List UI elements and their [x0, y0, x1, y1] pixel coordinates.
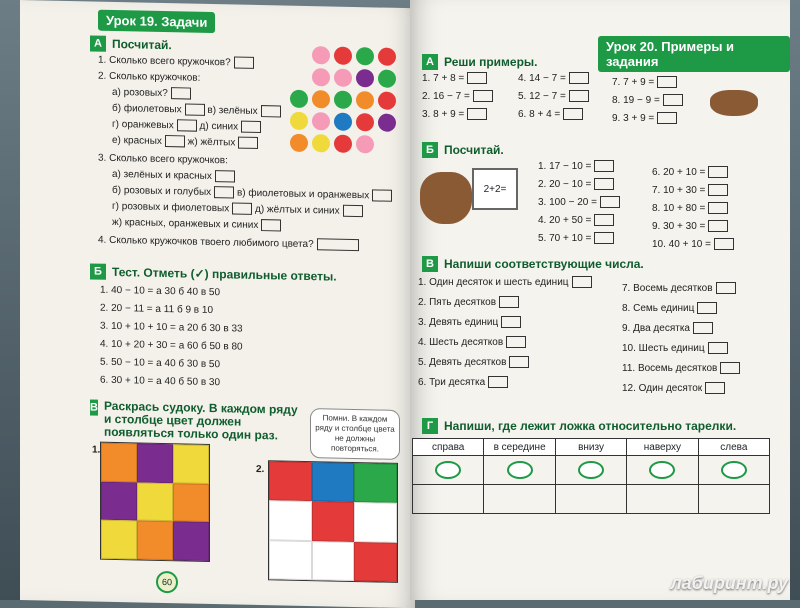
colored-circles — [20, 0, 415, 8]
test-row: 5. 50 − 10 = а 40 б 30 в 50 — [100, 356, 221, 371]
number-task: 2. Пять десятков — [418, 296, 519, 310]
plate-icon — [507, 461, 533, 479]
plate-icon — [649, 461, 675, 479]
answer-box[interactable] — [708, 184, 728, 196]
answer-box[interactable] — [165, 135, 185, 147]
test-option[interactable]: в 10 — [193, 304, 214, 317]
sudoku-1-grid — [100, 442, 210, 562]
circle-pink — [356, 135, 374, 153]
reminder-note: Помни. В каждом ряду и столбце цвета не должны повторяться. — [310, 408, 400, 460]
answer-box[interactable] — [214, 186, 234, 198]
test-option[interactable]: а 20 — [178, 322, 199, 334]
answer-box[interactable] — [569, 72, 589, 84]
cell-empty[interactable] — [354, 502, 397, 542]
test-option[interactable]: б 9 — [176, 304, 192, 316]
plate-icon — [435, 461, 461, 479]
left-section-a-title: А Посчитай. — [90, 35, 172, 53]
answer-box[interactable] — [563, 108, 583, 120]
test-option[interactable]: б 40 — [178, 286, 199, 298]
answer-box[interactable] — [600, 196, 620, 208]
number-task: 9. Два десятка — [622, 322, 713, 336]
left-section-b-title: Б Тест. Отметь (✓) правильные ответы. — [90, 263, 337, 284]
test-option[interactable]: в 50 — [200, 358, 221, 371]
circle-red — [356, 113, 374, 131]
answer-box[interactable] — [488, 376, 508, 388]
circle-yellow — [290, 112, 308, 130]
example: 1. 7 + 8 = — [422, 72, 487, 86]
number-task: 10. Шесть единиц — [622, 342, 728, 356]
test-option[interactable]: а 60 — [178, 340, 199, 352]
test-option[interactable]: а 40 — [156, 375, 176, 388]
answer-box[interactable] — [509, 356, 529, 368]
example: 5. 12 − 7 = — [518, 90, 589, 104]
example: 8. 10 + 80 = — [652, 202, 728, 216]
cell-green[interactable] — [354, 463, 397, 503]
answer-box[interactable] — [720, 362, 740, 374]
answer-box[interactable] — [467, 72, 487, 84]
sudoku-1-label: 1. — [92, 444, 101, 456]
cell-orange[interactable] — [101, 443, 137, 482]
circle-pink — [334, 69, 352, 87]
circle-pink — [312, 68, 330, 86]
answer-box[interactable] — [234, 57, 254, 69]
test-option[interactable]: в 33 — [223, 323, 243, 335]
answer-box[interactable] — [261, 105, 281, 117]
circle-purple — [378, 113, 396, 131]
answer-box[interactable] — [499, 296, 519, 308]
test-option[interactable]: б 50 — [178, 376, 199, 388]
q2-item: а) розовых? — [112, 86, 191, 102]
page-number: 60 — [156, 571, 178, 593]
test-option[interactable]: б 50 — [200, 340, 221, 353]
question-2: 2. Сколько кружочков: — [98, 70, 201, 84]
example: 2. 20 − 10 = — [538, 178, 614, 192]
column-header: наверху — [626, 439, 697, 455]
circle-red — [334, 135, 352, 153]
cell-yellow[interactable] — [101, 520, 137, 559]
column-header: справа — [413, 439, 483, 455]
column-header: в середине — [483, 439, 554, 455]
answer-box[interactable] — [716, 282, 736, 294]
column-header: слева — [698, 439, 769, 455]
cell-purple[interactable] — [137, 443, 173, 482]
plate-icon — [578, 461, 604, 479]
answer-box[interactable] — [708, 342, 728, 354]
cell-empty[interactable] — [312, 541, 355, 581]
cell-orange[interactable] — [137, 521, 173, 560]
circle-purple — [356, 69, 374, 87]
example: 4. 20 + 50 = — [538, 214, 614, 228]
number-task: 11. Восемь десятков — [622, 362, 740, 376]
answer-box[interactable] — [232, 203, 252, 215]
answer-box[interactable] — [663, 94, 683, 106]
example: 7. 10 + 30 = — [652, 184, 728, 198]
test-row: 3. 10 + 10 + 10 = а 20 б 30 в 33 — [100, 320, 243, 335]
number-task: 4. Шесть десятков — [418, 336, 526, 350]
example: 3. 8 + 9 = — [422, 108, 487, 122]
q3-item: а) зелёных и красных — [112, 168, 235, 185]
q3-item: ж) красных, оранжевых и синих — [112, 216, 281, 234]
left-page — [20, 0, 415, 608]
answer-box[interactable] — [708, 202, 728, 214]
circle-red — [334, 47, 352, 65]
right-section-v-title: В Напиши соответствующие числа. — [422, 256, 644, 272]
example: 3. 100 − 20 = — [538, 196, 620, 210]
answer-box[interactable] — [594, 178, 614, 190]
left-page-header: Урок 19. Задачи — [98, 10, 215, 33]
number-task: 12. Один десяток — [622, 382, 725, 396]
cell-purple[interactable] — [101, 481, 137, 520]
answer-cell[interactable] — [555, 485, 626, 513]
example: 1. 17 − 10 = — [538, 160, 614, 174]
q3-item: б) розовых и голубых в) фиолетовых и оранжевых — [112, 184, 392, 204]
answer-box[interactable] — [317, 239, 359, 252]
example: 9. 30 + 30 = — [652, 220, 728, 234]
test-option[interactable]: в 30 — [200, 376, 221, 389]
test-row: 2. 20 − 11 = а 11 б 9 в 10 — [100, 302, 214, 317]
test-row: 1. 40 − 10 = а 30 б 40 в 50 — [100, 284, 221, 299]
circle-pink — [312, 112, 330, 130]
right-page-header: Урок 20. Примеры и задания — [598, 36, 790, 72]
circle-orange — [312, 90, 330, 108]
answer-box[interactable] — [594, 214, 614, 226]
number-task: 5. Девять десятков — [418, 356, 529, 370]
circle-blue — [334, 113, 352, 131]
circle-red — [378, 91, 396, 109]
right-section-b-title: Б Посчитай. — [422, 142, 504, 158]
answer-box[interactable] — [708, 166, 728, 178]
left-section-v-title: В Раскрась судоку. В каждом ряду и столбце цвет должен появляться только один раз. — [90, 398, 298, 443]
circle-green — [378, 69, 396, 87]
cell-red[interactable] — [354, 542, 397, 582]
answer-box[interactable] — [473, 90, 493, 102]
answer-box[interactable] — [343, 205, 363, 217]
q2-item: е) красных ж) жёлтых — [112, 134, 258, 151]
answer-box[interactable] — [714, 238, 734, 250]
answer-box[interactable] — [171, 88, 191, 100]
sudoku-2-label: 2. — [256, 463, 265, 476]
circle-green — [356, 47, 374, 65]
answer-box[interactable] — [467, 108, 487, 120]
test-row: 6. 30 + 10 = а 40 б 50 в 30 — [100, 374, 221, 389]
right-section-a-title: А Реши примеры. — [422, 54, 538, 70]
answer-box[interactable] — [261, 219, 281, 231]
example: 4. 14 − 7 = — [518, 72, 589, 86]
number-task: 7. Восемь десятков — [622, 282, 736, 296]
cell-blue[interactable] — [312, 462, 355, 502]
cell-empty[interactable] — [269, 501, 312, 541]
example: 10. 40 + 10 = — [652, 238, 734, 252]
test-option[interactable]: в 50 — [200, 286, 221, 299]
plate-row — [413, 455, 769, 484]
example: 6. 20 + 10 = — [652, 166, 728, 180]
answer-box[interactable] — [372, 190, 392, 202]
question-4: 4. Сколько кружочков твоего любимого цвета? — [98, 234, 359, 253]
answer-box[interactable] — [572, 276, 592, 288]
example: 7. 7 + 9 = — [612, 76, 677, 90]
answer-box[interactable] — [501, 316, 521, 328]
test-option[interactable]: в 80 — [223, 341, 243, 353]
cell-yellow[interactable] — [137, 482, 173, 521]
right-section-g-title: Г Напиши, где лежит ложка относительно тарелки. — [422, 418, 736, 434]
number-task: 3. Девять единиц — [418, 316, 521, 330]
q3-item: г) розовых и фиолетовых д) жёлтых и синих — [112, 200, 363, 219]
answer-box[interactable] — [506, 336, 526, 348]
circle-green — [334, 91, 352, 109]
answer-box[interactable] — [693, 322, 713, 334]
example: 9. 3 + 9 = — [612, 112, 677, 126]
watermark: лабиринт.ру — [670, 573, 788, 593]
answer-box[interactable] — [708, 220, 728, 232]
test-option[interactable]: а 11 — [155, 303, 175, 316]
circle-yellow — [312, 134, 330, 152]
answer-box[interactable] — [569, 90, 589, 102]
answer-box[interactable] — [241, 121, 261, 133]
answer-box[interactable] — [657, 76, 677, 88]
number-task: 8. Семь единиц — [622, 302, 717, 316]
circle-green — [290, 90, 308, 108]
circle-orange — [290, 134, 308, 152]
cell-purple[interactable] — [173, 522, 209, 561]
answer-cell[interactable] — [698, 485, 769, 513]
test-option[interactable]: а 30 — [156, 285, 176, 298]
plate-icon — [721, 461, 747, 479]
example: 5. 70 + 10 = — [538, 232, 614, 246]
answer-box[interactable] — [705, 382, 725, 394]
monkey-illustration — [420, 172, 472, 224]
answer-box[interactable] — [177, 120, 197, 132]
answer-box[interactable] — [238, 137, 258, 149]
cell-empty[interactable] — [269, 540, 312, 580]
answer-box[interactable] — [697, 302, 717, 314]
circle-orange — [356, 91, 374, 109]
question-1: 1. Сколько всего кружочков? — [98, 54, 254, 71]
spoon-position-table — [412, 438, 770, 514]
question-3: 3. Сколько всего кружочков: — [98, 152, 228, 167]
answer-box[interactable] — [185, 104, 205, 116]
circle-red — [378, 47, 396, 65]
column-header: внизу — [555, 439, 626, 455]
sudoku-2-grid — [268, 460, 398, 583]
circle-pink — [312, 46, 330, 64]
answer-box[interactable] — [594, 160, 614, 172]
q2-item: б) фиолетовых в) зелёных — [112, 102, 281, 120]
section-letter: А — [90, 35, 106, 51]
answer-cell[interactable] — [483, 485, 554, 513]
right-page — [410, 0, 790, 600]
test-option[interactable]: б 30 — [200, 322, 221, 335]
number-task: 1. Один десяток и шесть единиц — [418, 276, 592, 290]
answer-box[interactable] — [594, 232, 614, 244]
test-row: 4. 10 + 20 + 30 = а 60 б 50 в 80 — [100, 338, 243, 353]
answer-box[interactable] — [657, 112, 677, 124]
cell-red[interactable] — [312, 501, 355, 541]
cell-red[interactable] — [269, 461, 312, 501]
answer-row — [413, 484, 769, 513]
example: 2. 16 − 7 = — [422, 90, 493, 104]
answer-cell[interactable] — [413, 485, 483, 513]
cell-orange[interactable] — [173, 483, 209, 522]
monkey-illustration — [710, 90, 758, 116]
chalkboard: 2+2= — [472, 168, 518, 210]
number-task: 6. Три десятка — [418, 376, 508, 390]
answer-cell[interactable] — [626, 485, 697, 513]
test-option[interactable]: а 40 — [156, 357, 176, 370]
cell-yellow[interactable] — [173, 444, 209, 483]
example: 8. 19 − 9 = — [612, 94, 683, 108]
answer-box[interactable] — [215, 170, 235, 182]
example: 6. 8 + 4 = — [518, 108, 583, 122]
q2-item: г) оранжевых д) синих — [112, 118, 261, 135]
test-option[interactable]: б 30 — [178, 358, 199, 370]
